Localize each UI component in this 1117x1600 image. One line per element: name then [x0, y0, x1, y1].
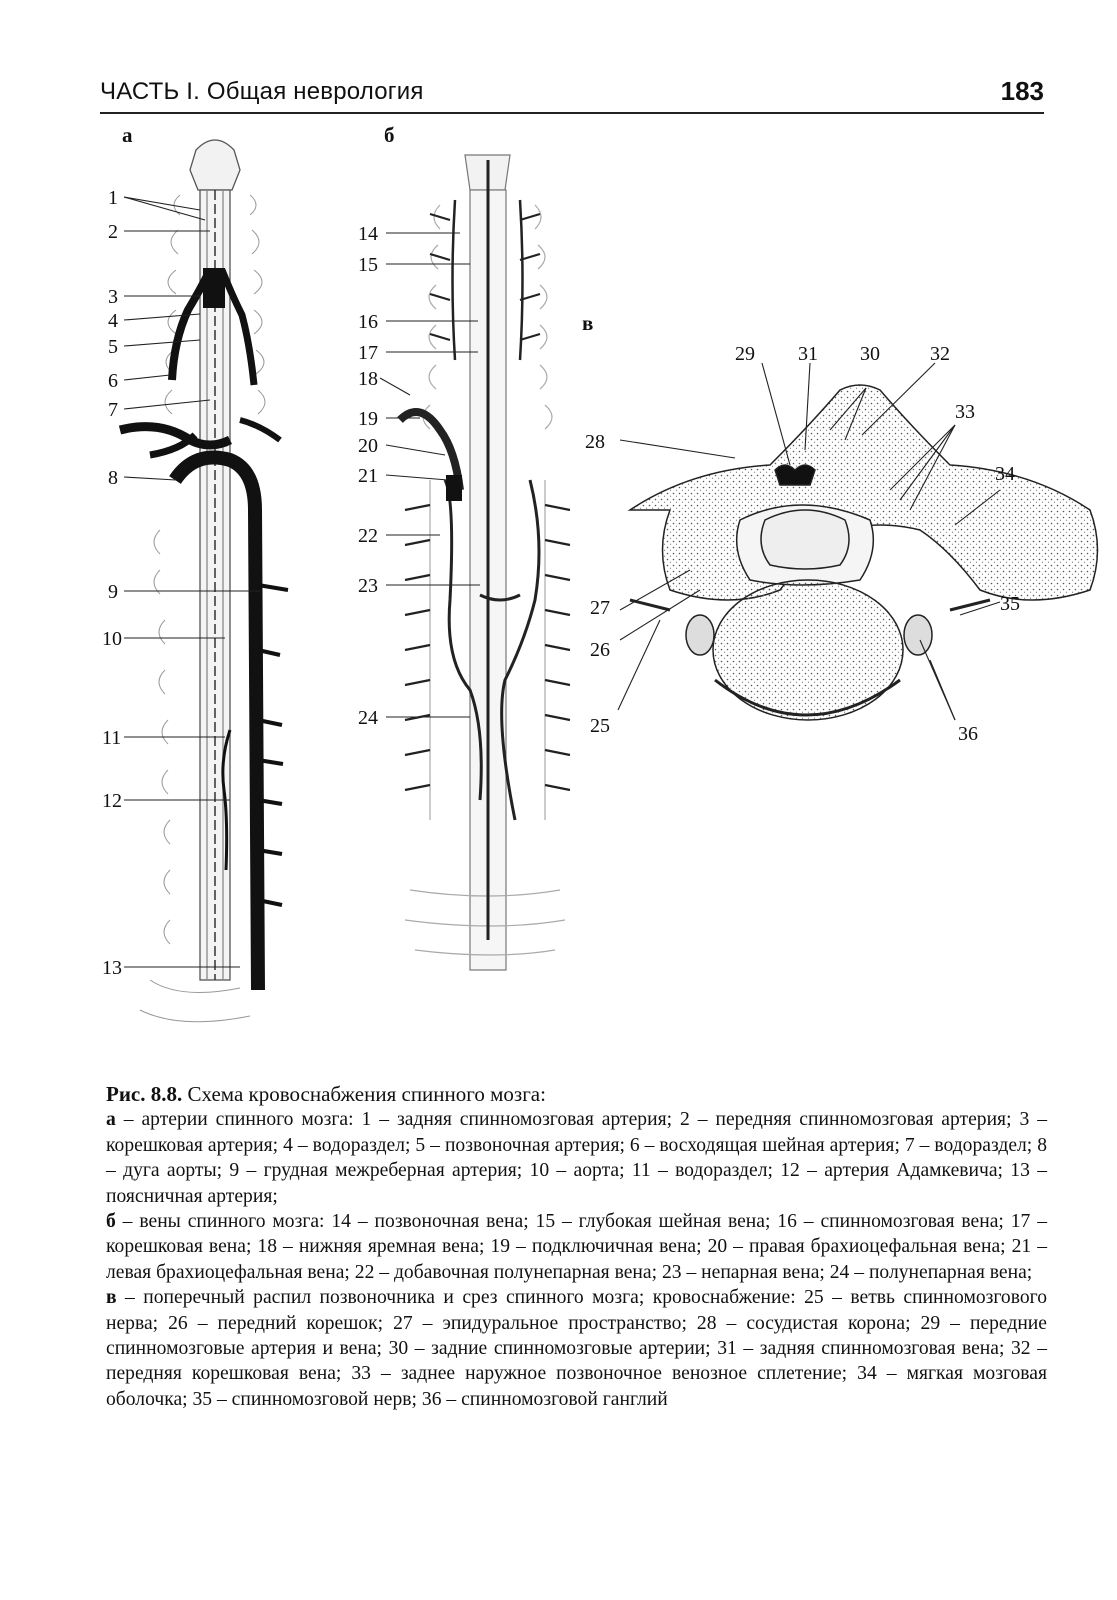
caption-letter-a: а [106, 1109, 116, 1131]
panel-b-spine [405, 155, 565, 970]
caption-letter-b: б [106, 1211, 116, 1233]
caption-part-a [106, 1107, 1047, 1209]
running-title: ЧАСТЬ I. Общая неврология [100, 78, 424, 105]
label-6: 6 [108, 370, 118, 392]
label-4: 4 [108, 310, 118, 332]
panel-c-section [630, 385, 1098, 720]
running-header [100, 78, 1044, 114]
caption-letter-c: в [106, 1287, 117, 1309]
label-28: 28 [585, 431, 605, 453]
caption-text-b: – вены спинного мозга: 14 – позвоночная вена; 15 – глубокая шейная вена; 16 – спинномозговая вена; 17 – корешковая вена; 18 – нижняя яремная вена; 19 – подключичная вена; 20 – правая брахиоцефальная вена; 21 – левая брахиоцефальная вена; 22 – добавочная полунепарная вена; 23 – непарная вена; 24 – полунепарная вена; [106, 1211, 1047, 1283]
panel-letter-b: б [384, 123, 395, 147]
figure-caption [106, 1082, 1047, 1412]
label-18: 18 [358, 368, 378, 390]
figure-illustration [0, 120, 1117, 1070]
caption-title: Схема кровоснабжения спинного мозга: [187, 1082, 546, 1106]
caption-part-b [106, 1209, 1047, 1285]
label-31: 31 [798, 343, 818, 365]
panel-a-spine [140, 140, 265, 1022]
label-17: 17 [358, 342, 378, 364]
label-19: 19 [358, 408, 378, 430]
panel-letter-a: а [122, 123, 133, 147]
label-32: 32 [930, 343, 950, 365]
panel-a-labels [102, 187, 122, 979]
label-9: 9 [108, 581, 118, 603]
label-21: 21 [358, 465, 378, 487]
label-7: 7 [108, 399, 118, 421]
label-5: 5 [108, 336, 118, 358]
label-35: 35 [1000, 593, 1020, 615]
label-27: 27 [590, 597, 610, 619]
label-3: 3 [108, 286, 118, 308]
page-number: 183 [1000, 76, 1044, 106]
label-12: 12 [102, 790, 122, 812]
label-22: 22 [358, 525, 378, 547]
label-36: 36 [958, 723, 978, 745]
label-20: 20 [358, 435, 378, 457]
label-33: 33 [955, 401, 975, 423]
label-15: 15 [358, 254, 378, 276]
label-1: 1 [108, 187, 118, 209]
label-11: 11 [102, 727, 122, 749]
caption-text-a: – артерии спинного мозга: 1 – задняя спинномозговая артерия; 2 – передняя спинномозговая артерия; 3 – корешковая артерия; 4 – водораздел; 5 – позвоночная артерия; 6 – восходящая шейная артерия; 7 – водораздел; 8 – дуга аорты; 9 – грудная межреберная артерия; 10 – аорта; 11 – водораздел; 12 – артерия Адамкевича; 13 – поясничная артерия; [106, 1109, 1047, 1207]
label-25: 25 [590, 715, 610, 737]
caption-part-c [106, 1285, 1047, 1412]
label-24: 24 [358, 707, 378, 729]
label-8: 8 [108, 467, 118, 489]
label-26: 26 [590, 639, 610, 661]
caption-text-c: – поперечный распил позвоночника и срез спинного мозга; кровоснабжение: 25 – ветвь спинномозгового нерва; 26 – передний корешок; 27 – эпидуральное пространство; 28 – сосудистая корона; 29 – передние спинномозговые артерия и вена; 30 – задние спинномозговые артерии; 31 – задняя спинномозговая вена; 32 – передняя корешковая вена; 33 – заднее наружное позвоночное венозное сплетение; 34 – мягкая мозговая оболочка; 35 – спинномозговой нерв; 36 – спинномозговой ганглий [106, 1287, 1047, 1410]
label-10: 10 [102, 628, 122, 650]
label-34: 34 [995, 463, 1015, 485]
label-2: 2 [108, 221, 118, 243]
figure-number: Рис. 8.8. [106, 1082, 183, 1106]
caption-title-line [106, 1082, 1047, 1107]
label-14: 14 [358, 223, 378, 245]
label-16: 16 [358, 311, 378, 333]
panel-b-labels [358, 223, 378, 729]
label-30: 30 [860, 343, 880, 365]
figure [0, 120, 1117, 1070]
label-23: 23 [358, 575, 378, 597]
panel-letter-c: в [582, 311, 594, 335]
label-13: 13 [102, 957, 122, 979]
label-29: 29 [735, 343, 755, 365]
